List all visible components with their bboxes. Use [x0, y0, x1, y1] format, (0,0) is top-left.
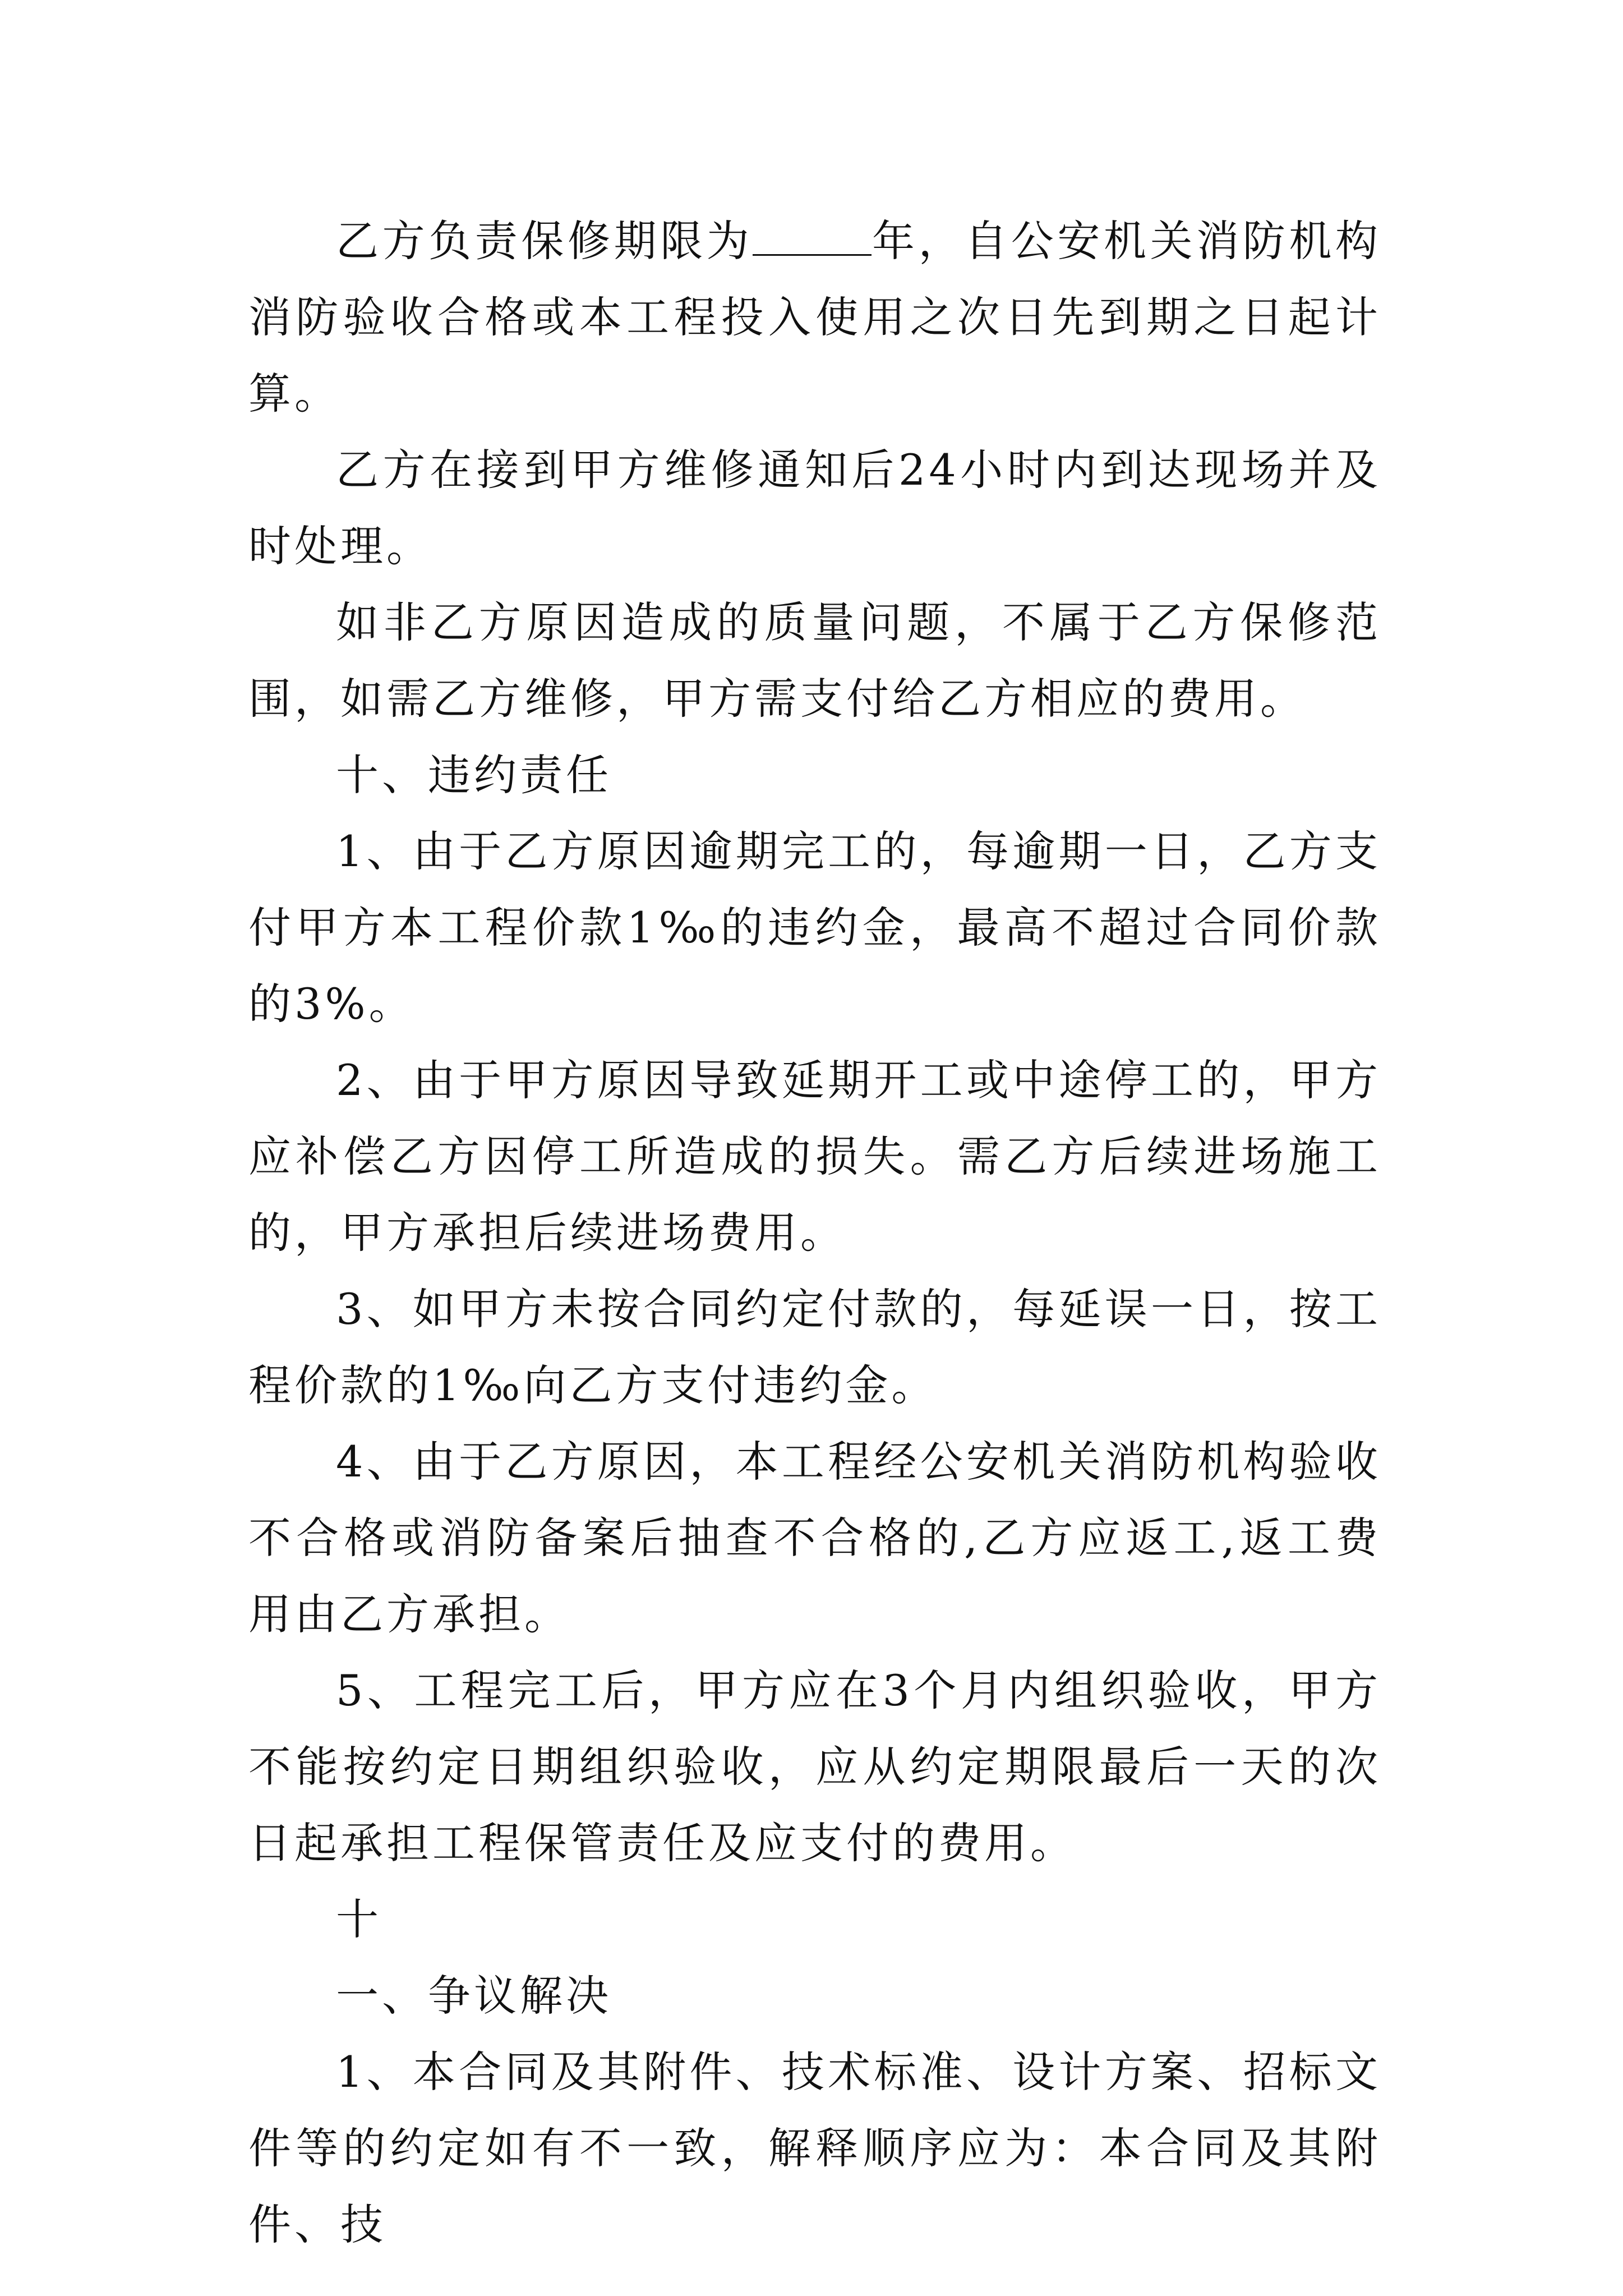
warranty-period-text-after: 年，自公安机关消防机构消防验收合格或本工程投入使用之次日先到期之日起计算。: [248, 216, 1382, 418]
breach-clause-1: 1、由于乙方原因逾期完工的，每逾期一日，乙方支付甲方本工程价款1‰的违约金，最高不超过合同价款的3%。: [248, 826, 1381, 1029]
document-body: [248, 203, 1381, 2263]
dispute-clause-1: 1、本合同及其附件、技术标准、设计方案、招标文件等的约定如有不一致，解释顺序应为：本合同及其附件、技: [248, 2047, 1381, 2249]
breach-clause-4: 4、由于乙方原因，本工程经公安机关消防机构验收不合格或消防备案后抽查不合格的,乙方应返工,返工费用由乙方承担。: [248, 1437, 1381, 1639]
section-heading-breach-liability: 十、违约责任: [336, 750, 612, 800]
section-heading-dispute-resolution: 一、争议解决: [336, 1971, 612, 2021]
warranty-period-paragraph: [248, 203, 1381, 432]
repair-response-paragraph: 乙方在接到甲方维修通知后24小时内到达现场并及时处理。: [248, 445, 1381, 571]
breach-clause-3: 3、如甲方未按合同约定付款的，每延误一日，按工程价款的1‰向乙方支付违约金。: [248, 1284, 1381, 1410]
non-warranty-paragraph: 如非乙方原因造成的质量问题，不属于乙方保修范围，如需乙方维修，甲方需支付给乙方相应的费用。: [248, 597, 1381, 724]
warranty-period-text-before: 乙方负责保修期限为: [336, 216, 753, 266]
warranty-years-blank: [753, 220, 872, 256]
breach-clause-5: 5、工程完工后，甲方应在3个月内组织验收，甲方不能按约定日期组织验收，应从约定期限最后一天的次日起承担工程保管责任及应支付的费用。: [248, 1665, 1381, 1868]
breach-clause-2: 2、由于甲方原因导致延期开工或中途停工的，甲方应补偿乙方因停工所造成的损失。需乙方后续进场施工的，甲方承担后续进场费用。: [248, 1055, 1381, 1258]
section-heading-number-eleven: 十: [336, 1894, 382, 1944]
